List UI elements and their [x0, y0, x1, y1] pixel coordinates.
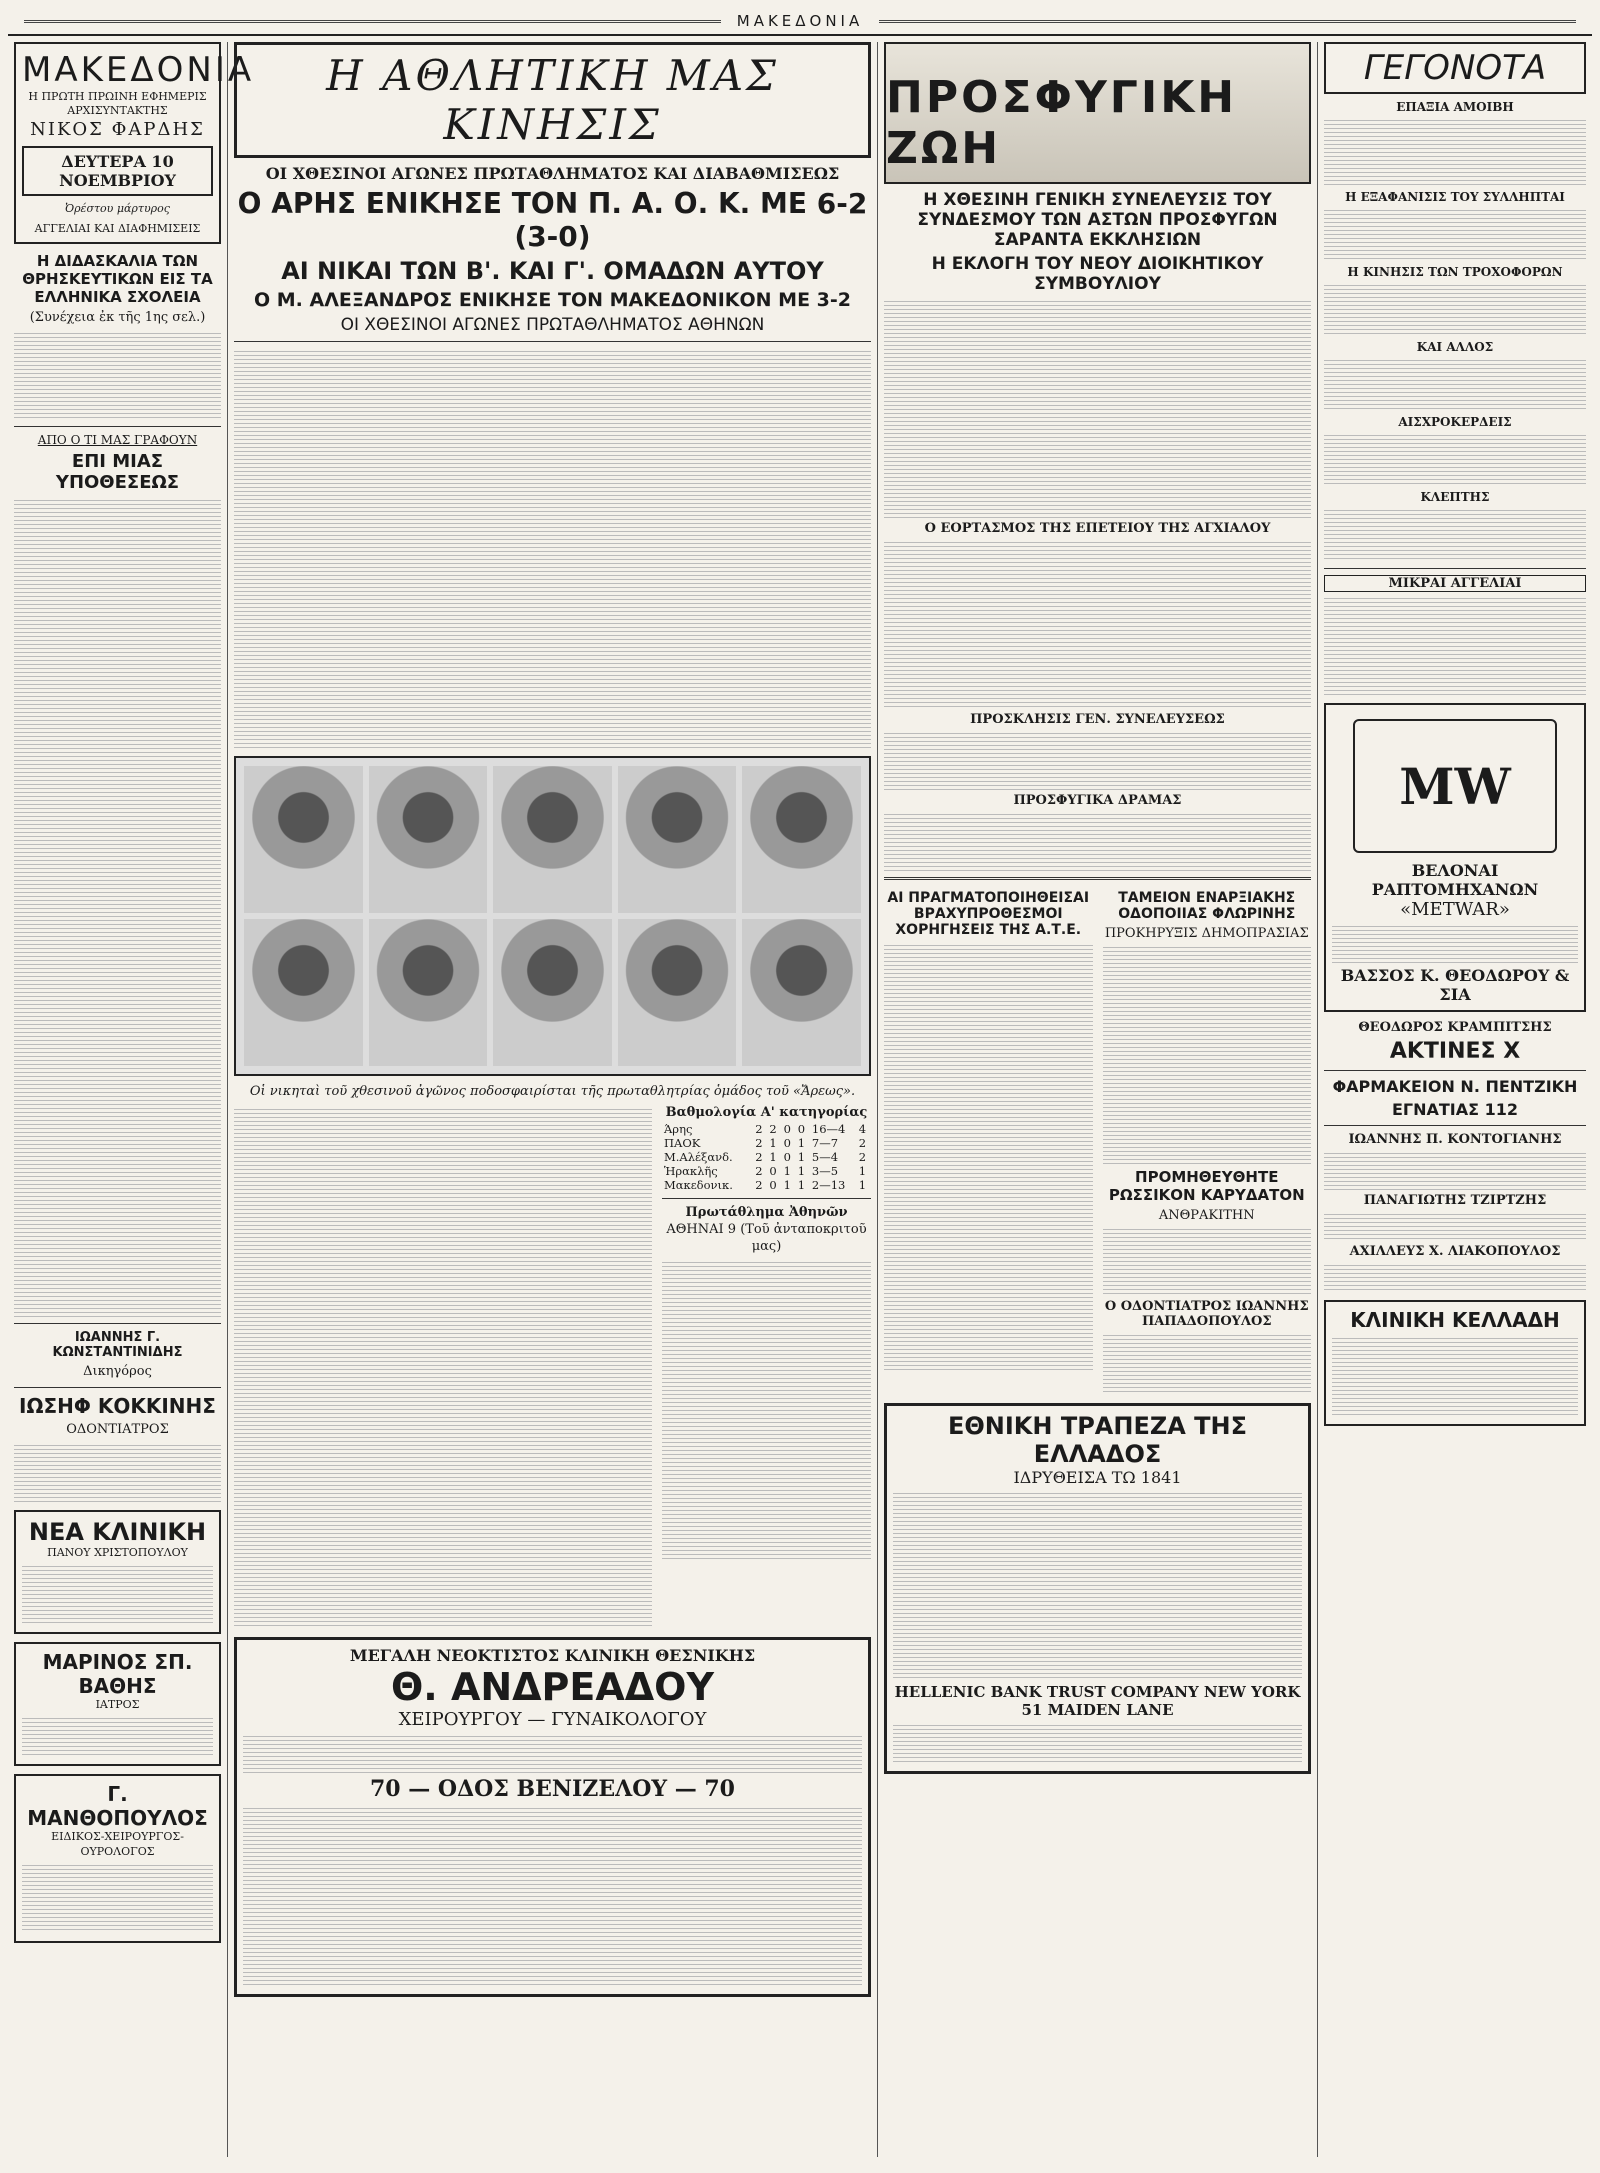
standings-cell: 0	[783, 1135, 791, 1150]
standings-cell: Μακεδονικ.	[664, 1177, 733, 1192]
ad-body	[1332, 1335, 1578, 1415]
bank-ad	[884, 1403, 1311, 1774]
news-item-title: ΕΠΑΞΙΑ ΑΜΟΙΒΗ	[1396, 100, 1514, 114]
headline: Η ΧΘΕΣΙΝΗ ΓΕΝΙΚΗ ΣΥΝΕΛΕΥΣΙΣ ΤΟΥ ΣΥΝΔΕΣΜΟΥ ΤΩΝ ΑΣΤΩΝ ΠΡΟΣΦΥΓΩΝ ΣΑΡΑΝΤΑ ΕΚΚΛΗΣΙΩΝ	[917, 190, 1278, 250]
news-item-body	[1324, 432, 1586, 487]
ad-sub: ΕΓΝΑΤΙΑΣ 112	[1391, 1100, 1519, 1119]
ad-body	[14, 1442, 221, 1502]
subhead: Ο ΕΟΡΤΑΣΜΟΣ ΤΗΣ ΕΠΕΤΕΙΟΥ ΤΗΣ ΑΓΧΙΑΛΟΥ	[924, 521, 1271, 536]
standings-cell: 2	[858, 1149, 867, 1164]
standings-row	[662, 1122, 871, 1136]
kicker: ΟΙ ΧΘΕΣΙΝΟΙ ΑΓΩΝΕΣ ΠΡΩΤΑΘΛΗΜΑΤΟΣ ΚΑΙ ΔΙΑΒΑΘΜΙΣΕΩΣ	[265, 164, 840, 183]
ad-body	[243, 1733, 862, 1773]
bank-name: ΕΘΝΙΚΗ ΤΡΑΠΕΖΑ ΤΗΣ ΕΛΛΑΔΟΣ	[947, 1412, 1248, 1468]
ad-name: ΜΑΡΙΝΟΣ ΣΠ. ΒΑΘΗΣ	[42, 1650, 193, 1699]
masthead-tagline: Η ΠΡΩΤΗ ΠΡΩΙΝΗ ΕΦΗΜΕΡΙΣ	[28, 90, 207, 103]
subhead: Ο ΟΔΟΝΤΙΑΤΡΟΣ ΙΩΑΝΝΗΣ ΠΑΠΑΔΟΠΟΥΛΟΣ	[1104, 1299, 1309, 1329]
athens-sub: ΑΘΗΝΑΙ 9 (Τοῦ ἀνταποκριτοῦ μας)	[666, 1221, 867, 1254]
ad-name: Θ. ΑΝΔΡΕΑΔΟΥ	[390, 1664, 715, 1709]
news-item-body	[1324, 207, 1586, 262]
ad-sub: ΕΙΔΙΚΟΣ-ΧΕΙΡΟΥΡΓΟΣ-ΟΥΡΟΛΟΓΟΣ	[51, 1830, 184, 1858]
article-body	[662, 1259, 871, 1559]
ad-body	[1324, 1262, 1586, 1292]
ad-body	[22, 1862, 213, 1932]
article-body	[884, 298, 1311, 518]
standings-cell: 4	[858, 1121, 867, 1136]
standings-cell: Ἡρακλῆς	[664, 1163, 718, 1178]
ad-body	[1332, 923, 1578, 963]
ad-role: ΧΕΙΡΟΥΡΓΟΥ — ΓΥΝΑΙΚΟΛΟΓΟΥ	[398, 1708, 707, 1730]
ad-body	[893, 1490, 1302, 1680]
standings-cell: 0	[783, 1149, 791, 1164]
standings-cell: 2	[755, 1163, 763, 1178]
article-title: Η ΔΙΔΑΣΚΑΛΙΑ ΤΩΝ ΘΡΗΣΚΕΥΤΙΚΩΝ ΕΙΣ ΤΑ ΕΛΛΗΝΙΚΑ ΣΧΟΛΕΙΑ	[22, 252, 213, 307]
ads-note: ΑΓΓΕΛΙΑΙ ΚΑΙ ΔΙΑΦΗΜΙΣΕΙΣ	[34, 221, 201, 235]
refugee-life-emblem: ΠΡΟΣΦΥΓΙΚΗ ΖΩΗ	[884, 42, 1311, 184]
article-body	[884, 811, 1311, 871]
news-item-title: ΑΙΣΧΡΟΚΕΡΔΕΙΣ	[1398, 415, 1512, 429]
team-photo	[234, 756, 871, 1076]
ad-body	[243, 1805, 862, 1985]
section-label: ΑΠΟ Ο ΤΙ ΜΑΣ ΓΡΑΦΟΥΝ	[37, 433, 198, 448]
standings-cell: 3—5	[811, 1163, 839, 1178]
standings-cell: 2	[755, 1149, 763, 1164]
subhead: ΤΑΜΕΙΟΝ ΕΝΑΡΞΙΑΚΗΣ ΟΔΟΠΟΙΙΑΣ ΦΛΩΡΙΝΗΣ	[1118, 890, 1296, 922]
standings-cell: 2	[755, 1135, 763, 1150]
headline: Ο Μ. ΑΛΕΞΑΝΔΡΟΣ ΕΝΙΚΗΣΕ ΤΟΝ ΜΑΚΕΔΟΝΙΚΟΝ ΜΕ 3-2	[253, 289, 851, 311]
article-body	[884, 539, 1311, 709]
newspaper-page	[8, 8, 1592, 2157]
ad-box	[14, 1642, 221, 1766]
column-4	[1318, 42, 1592, 2157]
metwar-logo-icon: MW	[1353, 719, 1557, 853]
director-label: ΑΡΧΙΣΥΝΤΑΚΤΗΣ	[67, 104, 168, 118]
clinic-ad	[1324, 1300, 1586, 1426]
standings-cell: 0	[783, 1121, 791, 1136]
ad-address: 70 — ΟΔΟΣ ΒΕΝΙΖΕΛΟΥ — 70	[369, 1775, 735, 1802]
metwar-ad	[1324, 703, 1586, 1012]
standings-cell: 1	[783, 1163, 791, 1178]
ad-name: ΙΩΑΝΝΗΣ Γ. ΚΩΝΣΤΑΝΤΙΝΙΔΗΣ	[52, 1330, 183, 1361]
standings-cell: 1	[783, 1177, 791, 1192]
subhead: ΠΡΟΜΗΘΕΥΘΗΤΕ ΡΩΣΣΙΚΟΝ ΚΑΡΥΔΑΤΟΝ	[1108, 1168, 1305, 1204]
standings-row	[662, 1150, 871, 1164]
ad-title: ΜΕΓΑΛΗ ΝΕΟΚΤΙΣΤΟΣ ΚΛΙΝΙΚΗ ΘΕΣΝΙΚΗΣ	[349, 1645, 756, 1665]
ad-sub: ΑΚΤΙΝΕΣ Χ	[1389, 1039, 1521, 1064]
standings-cell: 7—7	[811, 1135, 839, 1150]
article-body	[1103, 1332, 1312, 1392]
masthead	[14, 42, 255, 244]
ad-name: ΠΑΝΑΓΙΩΤΗΣ ΤΖΙΡΤΖΗΣ	[1363, 1193, 1547, 1208]
article-subtitle: (Συνέχεια ἐκ τῆς 1ης σελ.)	[29, 310, 206, 326]
standings-cell: 0	[769, 1177, 777, 1192]
subhead: ΑΙ ΠΡΑΓΜΑΤΟΠΟΙΗΘΕΙΣΑΙ ΒΡΑΧΥΠΡΟΘΕΣΜΟΙ ΧΟΡΗΓΗΣΕΙΣ ΤΗΣ Α.Τ.Ε.	[887, 890, 1090, 938]
classifieds-body	[1324, 595, 1586, 695]
standings-cell: Άρης	[664, 1121, 693, 1136]
ad-body	[1324, 1211, 1586, 1241]
column-2	[228, 42, 878, 2157]
ad-dealer: ΒΑΣΣΟΣ Κ. ΘΕΟΔΩΡΟΥ & ΣΙΑ	[1340, 966, 1570, 1004]
article-body	[234, 348, 871, 748]
bank-founded: ΙΔΡΥΘΕΙΣΑ ΤΩ 1841	[1013, 1468, 1182, 1487]
standings-cell: 1	[858, 1177, 867, 1192]
classifieds-title: ΜΙΚΡΑΙ ΑΓΓΕΛΙΑΙ	[1324, 575, 1586, 592]
ad-name: ΙΩΣΗΦ ΚΟΚΚΙΝΗΣ	[19, 1393, 216, 1418]
ad-sub: ΠΑΝΟΥ ΧΡΙΣΤΟΠΟΥΛΟΥ	[47, 1545, 188, 1559]
standings-row	[662, 1164, 871, 1178]
saint-of-day: Ὀρέστου μάρτυρος	[65, 201, 170, 215]
standings-cell: 1	[797, 1135, 806, 1150]
article-body	[884, 942, 1093, 1372]
news-item-title: Η ΕΞΑΦΑΝΙΣΙΣ ΤΟΥ ΣΥΛΛΗΠΤΑΙ	[1345, 190, 1565, 204]
standings-cell: 1	[797, 1163, 806, 1178]
article-body	[14, 330, 221, 420]
ad-sub: ΙΑΤΡΟΣ	[95, 1698, 140, 1712]
news-item-title: ΚΑΙ ΑΛΛΟΣ	[1416, 340, 1494, 354]
article-body	[14, 497, 221, 1317]
headline: Ο ΑΡΗΣ ΕΝΙΚΗΣΕ ΤΟΝ Π. Α. Ο. Κ. ΜΕ 6-2 (3-0)	[237, 187, 868, 253]
athens-title: Πρωτάθλημα Ἀθηνῶν	[685, 1204, 848, 1220]
standings-cell: 0	[797, 1121, 806, 1136]
standings-row	[662, 1178, 871, 1192]
ad-body	[1324, 1150, 1586, 1190]
issue-date: ΔΕΥΤΕΡΑ 10 ΝΟΕΜΒΡΙΟΥ	[22, 146, 213, 196]
headline: ΑΙ ΝΙΚΑΙ ΤΩΝ Β'. ΚΑΙ Γ'. ΟΜΑΔΩΝ ΑΥΤΟΥ	[281, 257, 824, 285]
masthead-title: ΜΑΚΕΔΟΝΙΑ	[22, 50, 255, 90]
ad-body	[22, 1563, 213, 1623]
standings-cell: 16—4	[811, 1121, 846, 1136]
standings-cell: 1	[769, 1149, 777, 1164]
director-name: ΝΙΚΟΣ ΦΑΡΔΗΣ	[30, 118, 205, 140]
headline: ΟΙ ΧΘΕΣΙΝΟΙ ΑΓΩΝΕΣ ΠΡΩΤΑΘΛΗΜΑΤΟΣ ΑΘΗΝΩΝ	[340, 315, 765, 335]
clinic-ad	[234, 1637, 871, 1997]
standings-cell: 1	[797, 1149, 806, 1164]
standings-cell: 1	[797, 1177, 806, 1192]
ad-name: ΑΧΙΛΛΕΥΣ Χ. ΛΙΑΚΟΠΟΥΛΟΣ	[1349, 1244, 1561, 1259]
headline: Η ΕΚΛΟΓΗ ΤΟΥ ΝΕΟΥ ΔΙΟΙΚΗΤΙΚΟΥ ΣΥΜΒΟΥΛΙΟΥ	[931, 254, 1264, 294]
standings-cell: 1	[858, 1163, 867, 1178]
column-1	[8, 42, 255, 2157]
news-item-body	[1324, 507, 1586, 562]
news-item-body	[1324, 357, 1586, 412]
standings-cell: Μ.Αλέξανδ.	[664, 1149, 733, 1164]
subhead: ΠΡΟΣΦΥΓΙΚΑ ΔΡΑΜΑΣ	[1013, 793, 1182, 808]
ad-body	[22, 1715, 213, 1755]
ad-sub: «METWAR»	[1400, 899, 1510, 920]
ad-name: ΦΑΡΜΑΚΕΙΟΝ Ν. ΠΕΝΤΖΙΚΗ	[1332, 1077, 1578, 1096]
ad-box	[14, 1774, 221, 1943]
column-3	[878, 42, 1318, 2157]
standings-row	[662, 1136, 871, 1150]
sports-banner: Η ΑΘΛΗΤΙΚΗ ΜΑΣ ΚΙΝΗΣΙΣ	[234, 42, 871, 158]
article-body	[884, 730, 1311, 790]
news-item-body	[1324, 282, 1586, 337]
subhead: ΠΡΟΚΗΡΥΞΙΣ ΔΗΜΟΠΡΑΣΙΑΣ	[1104, 926, 1309, 941]
bank-trust: HELLENIC BANK TRUST COMPANY NEW YORK 51 MAIDEN LANE	[894, 1683, 1301, 1719]
standings-cell: 0	[769, 1163, 777, 1178]
subhead: ΠΡΟΣΚΛΗΣΙΣ ΓΕΝ. ΣΥΝΕΛΕΥΣΕΩΣ	[970, 712, 1225, 727]
article-body	[1103, 944, 1312, 1164]
ad-name: ΘΕΟΔΩΡΟΣ ΚΡΑΜΠΙΤΣΗΣ	[1358, 1020, 1552, 1035]
standings-cell: 5—4	[811, 1149, 839, 1164]
subhead: ΑΝΘΡΑΚΙΤΗΝ	[1158, 1208, 1255, 1223]
running-head: ΜΑΚΕΔΟΝΙΑ	[8, 8, 1592, 36]
ad-sub: Δικηγόρος	[83, 1364, 152, 1380]
article-body	[234, 1106, 652, 1626]
standings-cell: 2—13	[811, 1177, 846, 1192]
ad-box	[14, 1510, 221, 1634]
photo-caption: Οἱ νικηταὶ τοῦ χθεσινοῦ ἀγῶνος ποδοσφαιρίσται τῆς πρωταθλητρίας ὁμάδος τοῦ «Ἄρεως».	[249, 1084, 856, 1099]
standings-cell: 2	[769, 1121, 777, 1136]
standings-cell: ΠΑΟΚ	[664, 1135, 701, 1150]
news-item-title: Η ΚΙΝΗΣΙΣ ΤΩΝ ΤΡΟΧΟΦΟΡΩΝ	[1347, 265, 1563, 279]
standings-title: Βαθμολογία Α' κατηγορίας	[665, 1104, 868, 1120]
standings-cell: 2	[858, 1135, 867, 1150]
news-item-body	[1324, 117, 1586, 187]
ad-name: ΙΩΑΝΝΗΣ Π. ΚΟΝΤΟΓΙΑΝΗΣ	[1348, 1132, 1562, 1147]
ad-body	[893, 1722, 1302, 1762]
news-list	[1324, 100, 1586, 562]
ad-name: ΝΕΑ ΚΛΙΝΙΚΗ	[28, 1517, 207, 1546]
ad-name: Γ. ΜΑΝΘΟΠΟΥΛΟΣ	[27, 1782, 208, 1831]
standings-table	[662, 1122, 871, 1192]
ad-title: ΒΕΛΟΝΑΙ ΡΑΠΤΟΜΗΧΑΝΩΝ	[1371, 861, 1539, 899]
article-title: ΕΠΙ ΜΙΑΣ ΥΠΟΘΕΣΕΩΣ	[55, 451, 180, 494]
standings-cell: 2	[755, 1121, 763, 1136]
news-item-title: ΚΛΕΠΤΗΣ	[1420, 490, 1490, 504]
section-title: ΓΕΓΟΝΟΤΑ	[1324, 42, 1586, 94]
article-body	[1103, 1226, 1312, 1296]
standings-cell: 1	[769, 1135, 777, 1150]
ad-name: ΚΛΙΝΙΚΗ ΚΕΛΛΑΔΗ	[1350, 1308, 1560, 1332]
standings-cell: 2	[755, 1177, 763, 1192]
ad-sub: ΟΔΟΝΤΙΑΤΡΟΣ	[66, 1421, 169, 1437]
